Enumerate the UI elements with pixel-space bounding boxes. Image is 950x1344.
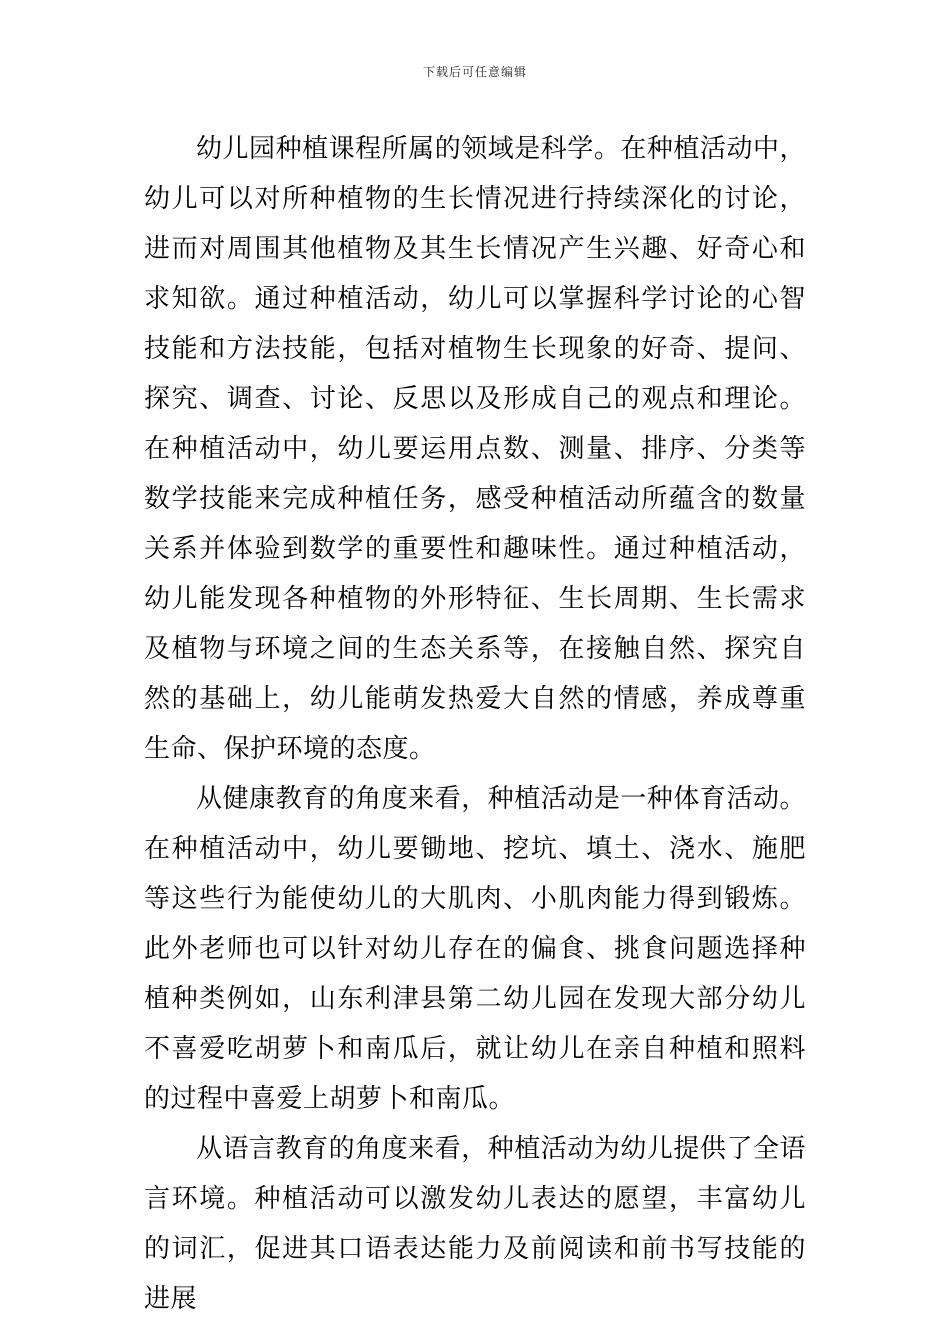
paragraph-science: 幼儿园种植课程所属的领域是科学。在种植活动中，幼儿可以对所种植物的生长情况进行持续深化的讨论，进而对周围其他植物及其生长情况产生兴趣、好奇心和求知欲。通过种植活动，幼儿可以掌握科学讨论的心智技能和方法技能，包括对植物生长现象的好奇、提问、探究、调查、讨论、反思以及形成自己的观点和理论。在种植活动中，幼儿要运用点数、测量、排序、分类等数学技能来完成种植任务，感受种植活动所蕴含的数量关系并体验到数学的重要性和趣味性。通过种植活动，幼儿能发现各种植物的外形特征、生长周期、生长需求及植物与环境之间的生态关系等，在接触自然、探究自然的基础上，幼儿能萌发热爱大自然的情感，养成尊重生命、保护环境的态度。 xyxy=(144,134,806,764)
paragraph-health: 从健康教育的角度来看，种植活动是一种体育活动。在种植活动中，幼儿要锄地、挖坑、填土、浇水、施肥等这些行为能使幼儿的大肌肉、小肌肉能力得到锻炼。此外老师也可以针对幼儿存在的偏食、挑食问题选择种植种类例如，山东利津县第二幼儿园在发现大部分幼儿不喜爱吃胡萝卜和南瓜后，就让幼儿在亲自种植和照料的过程中喜爱上胡萝卜和南瓜。 xyxy=(144,784,806,1114)
page-header: 下载后可任意编辑 xyxy=(422,65,527,79)
document-body xyxy=(144,124,806,1324)
paragraph-language: 从语言教育的角度来看，种植活动为幼儿提供了全语言环境。种植活动可以激发幼儿表达的愿望，丰富幼儿的词汇，促进其口语表达能力及前阅读和前书写技能的进展 xyxy=(144,1134,806,1314)
